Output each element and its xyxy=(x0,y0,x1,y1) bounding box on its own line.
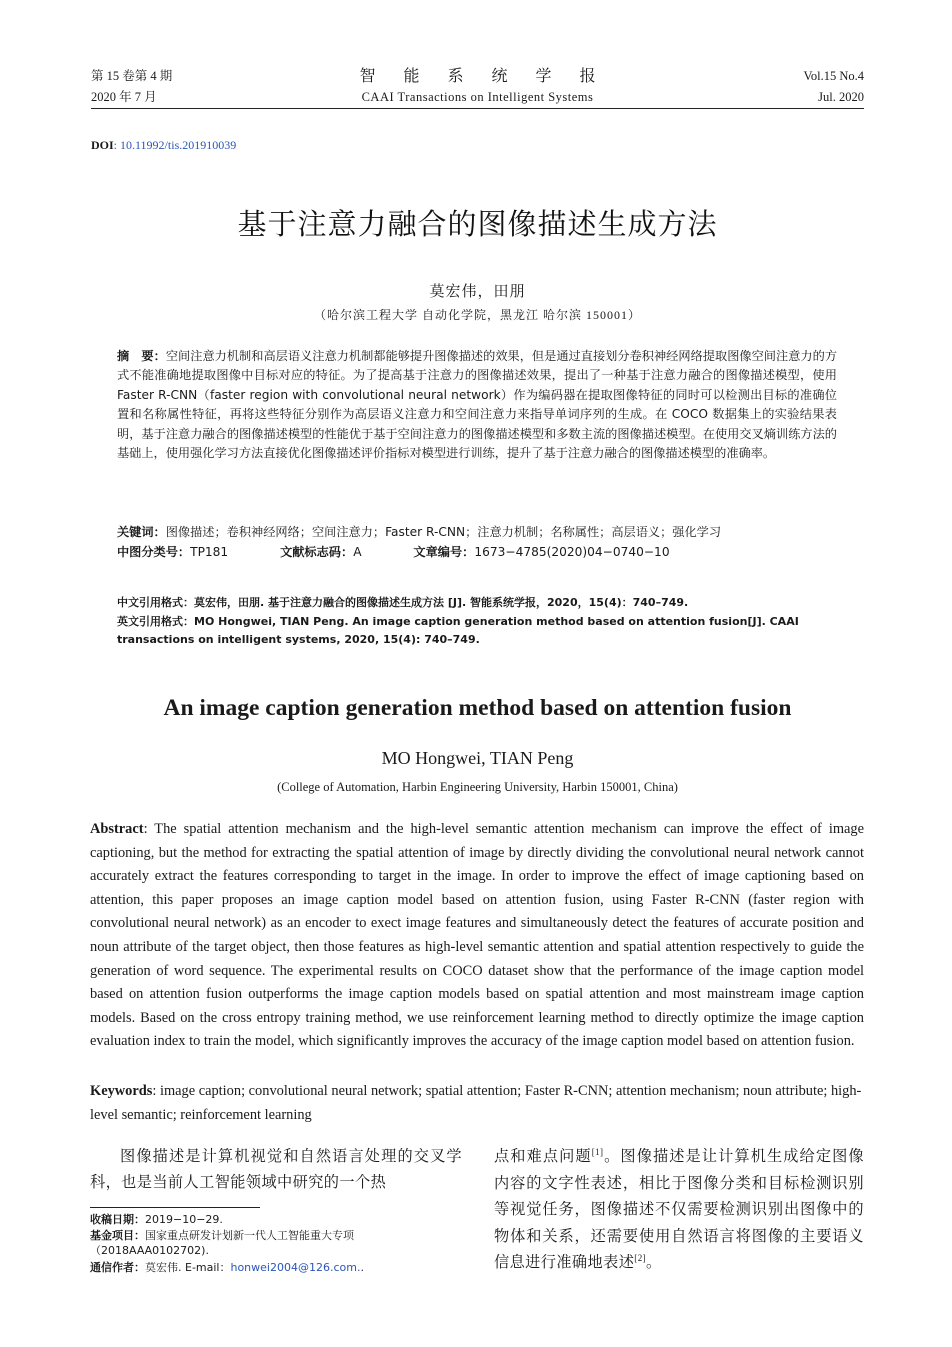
keywords-cn xyxy=(117,523,837,542)
clc-value: TP181 xyxy=(190,545,229,559)
authors-cn: 莫宏伟，田朋 xyxy=(429,284,526,300)
authors-en: MO Hongwei, TIAN Peng xyxy=(381,748,574,768)
abstract-cn-label: 摘 要： xyxy=(117,349,166,363)
article-label: 文章编号： xyxy=(413,545,475,559)
abstract-en-label: Abstract xyxy=(90,821,144,837)
body-text-1: 点和难点问题 xyxy=(494,1148,592,1165)
abstract-cn xyxy=(117,347,837,463)
header-center xyxy=(91,66,864,108)
paper-title-en: An image caption generation method based on attention fusion xyxy=(163,695,792,721)
corr-label: 通信作者： xyxy=(90,1261,145,1274)
abstract-en xyxy=(90,818,864,1054)
article-number xyxy=(413,545,693,559)
abstract-cn-text: 空间注意力机制和高层语义注意力机制都能够提升图像描述的效果，但是通过直接划分卷积神经网络提取图像空间注意力的方式不能准确地提取图像中目标对应的特征。为了提高基于注意力的图像描述效果，提出了一种基于注意力融合的图像描述模型，使用 Faster R-CNN（faster region with convolutional neural network）作为编码器在提取图像特征的同时可以检测出目标的准确位置和名称属性特征，再将这些特征分别作为高层语义注意力和空间注意力来指导单词序列的生成。在 COCO 数据集上的实验结果表明，基于注意力融合的图像描述模型的性能优于基于空间注意力的图像描述模型和多数主流的图像描述模型。在使用交叉熵训练方法的基础上，使用强化学习方法直接优化图像描述评价指标对模型进行训练，提升了基于注意力融合的图像描述模型的准确率。 xyxy=(117,349,838,461)
reference-1[interactable]: [1] xyxy=(591,1146,604,1157)
fund-label: 基金项目： xyxy=(90,1229,145,1242)
keywords-en xyxy=(90,1080,864,1127)
body-right-column xyxy=(494,1144,864,1277)
abstract-en-text: : The spatial attention mechanism and the high-level semantic attention mechanism can improve the effect of image captioning, but the method for extracting the spatial attention of image by directly dividing the convolutional neural network cannot accurately extract the features corresponding to target in the image. In order to improve the effect of image captioning based on attention, this paper proposes an image caption model based on attention fusion, using Faster R-CNN (faster region with convolutional neural network) as an encoder to exect image features and simultaneously detect the features of accurate position and noun attribute of the target object, then those features as high-level semantic attention and spatial attention respectively to guide the generation of word sequence. The experimental results on COCO dataset show that the performance of the image caption model based on attention fusion outperforms the image caption models based on spatial attention and most mainstream image caption models. Based on the cross entropy training method, we use reinforcement learning method to directly optimize the image caption evaluation index to train the model, which significantly improves the accuracy of the image caption model based on attention fusion. xyxy=(90,821,864,1050)
keywords-en-text: : image caption; convolutional neural network; spatial attention; Faster R-CNN; attention mechanism; noun attribute; high-level semantic; reinforcement learning xyxy=(90,1083,862,1123)
date-cn: 2020 年 7 月 xyxy=(91,90,157,104)
footnote-received xyxy=(90,1213,462,1228)
keywords-cn-label: 关键词： xyxy=(117,525,166,539)
received-value: 2019−10−29. xyxy=(145,1213,223,1226)
keywords-en-label: Keywords xyxy=(90,1083,153,1099)
corr-tail: . xyxy=(360,1261,364,1274)
clc-number xyxy=(117,545,252,559)
fund-value: 国家重点研发计划新一代人工智能重大专项（2018AAA0102702). xyxy=(90,1229,354,1257)
body-text-2: 。图像描述是让计算机生成给定图像内容的文字性表述，相比于图像分类和目标检测识别等视觉任务，图像描述不仅需要检测识别出图像中的物体和关系，还需要使用自然语言将图像的主要语义信息进行准确地表述 xyxy=(494,1148,864,1271)
body-left-column: 图像描述是计算机视觉和自然语言处理的交叉学科，也是当前人工智能领域中研究的一个热 xyxy=(90,1148,462,1191)
affiliation-cn: （哈尔滨工程大学 自动化学院，黑龙江 哈尔滨 150001） xyxy=(313,308,641,322)
corr-value: 莫宏伟. E-mail： xyxy=(145,1261,231,1274)
doc-label: 文献标志码： xyxy=(280,545,354,559)
affiliation-en: (College of Automation, Harbin Engineering University, Harbin 150001, China) xyxy=(277,780,678,794)
doi-label: DOI xyxy=(91,138,114,152)
footnote-fund xyxy=(90,1229,462,1258)
clc-label: 中图分类号： xyxy=(117,545,191,559)
paper-title-cn: 基于注意力融合的图像描述生成方法 xyxy=(237,207,718,241)
article-value: 1673−4785(2020)04−0740−10 xyxy=(474,545,670,559)
footnote-corresponding xyxy=(90,1261,462,1276)
corr-email-link[interactable]: honwei2004@126.com. xyxy=(230,1261,361,1274)
doc-code xyxy=(280,545,385,559)
volume-en: Vol.15 No.4 xyxy=(803,69,864,83)
received-label: 收稿日期： xyxy=(90,1213,145,1226)
volume-cn: 第 15 卷第 4 期 xyxy=(91,69,173,83)
journal-name-cn: 智 能 系 统 学 报 xyxy=(359,68,608,85)
doi-line xyxy=(91,138,236,153)
journal-name-en: CAAI Transactions on Intelligent Systems xyxy=(361,90,594,104)
date-en: Jul. 2020 xyxy=(818,90,864,104)
reference-2[interactable]: [2] xyxy=(634,1252,646,1263)
citation-cn: 中文引用格式：莫宏伟，田朋. 基于注意力融合的图像描述生成方法 [J]. 智能系统学报，2020，15(4)：740–749. xyxy=(117,596,689,609)
doi-link[interactable]: : 10.11992/tis.201910039 xyxy=(113,138,237,152)
keywords-cn-text: 图像描述；卷积神经网络；空间注意力；Faster R-CNN；注意力机制；名称属性；高层语义；强化学习 xyxy=(165,525,722,539)
doc-value: A xyxy=(353,545,362,559)
classification-line xyxy=(117,543,837,562)
running-header xyxy=(91,66,864,108)
citation-en: 英文引用格式：MO Hongwei, TIAN Peng. An image caption generation method based on attention fusion[J]. CAAI transactions on intelligent systems, 2020, 15(4): 740–749. xyxy=(117,615,799,646)
body-text-3: 。 xyxy=(646,1254,662,1271)
header-divider xyxy=(91,108,864,109)
header-right xyxy=(803,66,864,108)
footnote-divider xyxy=(90,1207,260,1208)
